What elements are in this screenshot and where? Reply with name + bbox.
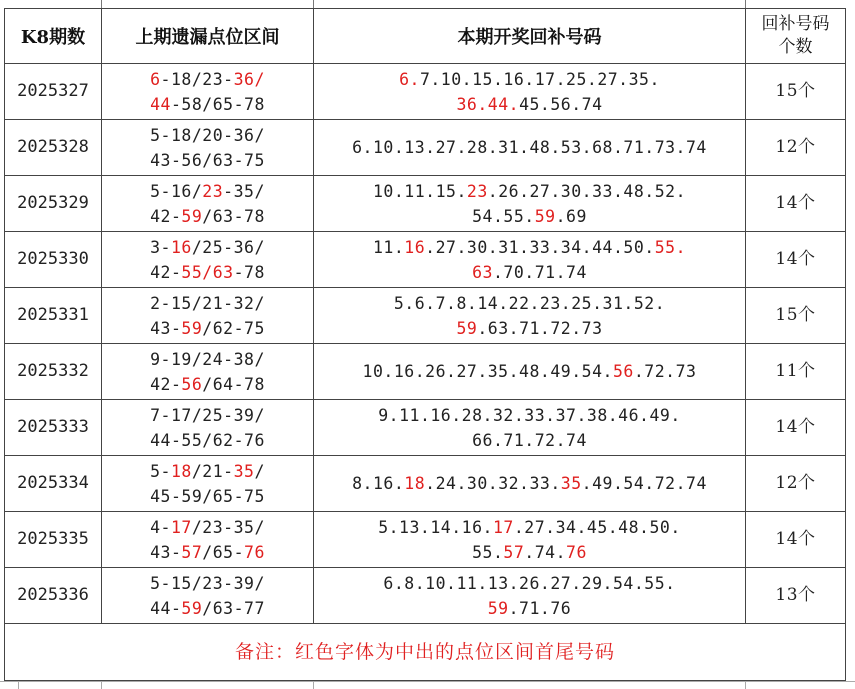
- number-text: 44-: [150, 598, 182, 618]
- number-text: 9.11.16.28.32.33.37.38.46.49.: [378, 405, 681, 425]
- number-text: 5-16/: [150, 181, 203, 201]
- header-count: [746, 9, 846, 64]
- number-text: -35/: [223, 181, 265, 201]
- numbers-line: [314, 596, 745, 621]
- highlighted-number: 76: [244, 542, 265, 562]
- highlighted-number: 36/: [233, 69, 265, 89]
- numbers-line: [314, 235, 745, 260]
- range-line: [102, 260, 313, 285]
- table-row: [5, 288, 846, 344]
- count-cell: 15个: [746, 64, 846, 120]
- period-cell: 2025329: [5, 176, 102, 232]
- number-text: -78: [233, 262, 265, 282]
- number-text: /64-78: [202, 374, 265, 394]
- highlighted-number: 44: [150, 94, 171, 114]
- highlighted-number: 18: [404, 474, 426, 493]
- count-cell: 15个: [746, 288, 846, 344]
- numbers-cell: [314, 344, 746, 400]
- number-text: 5.13.14.16.: [378, 517, 493, 537]
- table-body: [5, 64, 846, 624]
- number-text: 5-18/20-36/: [150, 125, 265, 145]
- number-text: 4-: [150, 517, 171, 537]
- period-cell: 2025333: [5, 400, 102, 456]
- highlighted-number: 63: [472, 262, 493, 282]
- number-text: 66.71.72.74: [472, 430, 587, 450]
- number-text: 6.8.10.11.13.26.27.29.54.55.: [383, 573, 676, 593]
- number-text: 5-: [150, 461, 171, 481]
- highlighted-number: 6.: [399, 69, 420, 89]
- top-gridline-strip: [0, 0, 855, 8]
- number-text: /62-75: [202, 318, 265, 338]
- period-cell: 2025331: [5, 288, 102, 344]
- number-text: .70.71.74: [492, 262, 587, 282]
- range-line: [102, 540, 313, 565]
- range-cell: [102, 64, 314, 120]
- highlighted-number: 57: [503, 542, 525, 562]
- highlighted-number: 59: [181, 598, 203, 618]
- number-text: .27.34.45.48.50.: [513, 517, 681, 537]
- range-line: [102, 291, 313, 316]
- number-text: -18/23-: [160, 69, 234, 89]
- number-text: /63-78: [202, 206, 265, 226]
- lottery-table: [4, 8, 846, 681]
- range-line: [102, 347, 313, 372]
- table-row: [5, 400, 846, 456]
- range-cell: [102, 176, 314, 232]
- highlighted-number: 59: [534, 206, 556, 226]
- numbers-cell: [314, 120, 746, 176]
- range-line: [102, 67, 313, 92]
- highlighted-number: 16: [404, 237, 426, 257]
- number-text: 11.: [372, 237, 405, 257]
- numbers-line: [314, 316, 745, 341]
- highlighted-number: 59: [456, 318, 478, 338]
- table-row: [5, 232, 846, 288]
- number-text: 55.: [472, 542, 504, 562]
- range-cell: [102, 288, 314, 344]
- range-line: [102, 459, 313, 484]
- highlighted-number: 76: [566, 542, 587, 562]
- highlighted-number: 55/63: [181, 262, 234, 282]
- highlighted-number: 16: [170, 237, 192, 257]
- number-text: .74.: [524, 542, 567, 562]
- range-cell: [102, 400, 314, 456]
- highlighted-number: 18: [170, 461, 192, 481]
- number-text: .26.27.30.33.48.52.: [487, 181, 687, 201]
- range-cell: [102, 512, 314, 568]
- numbers-line: [314, 359, 745, 384]
- period-cell: 2025328: [5, 120, 102, 176]
- count-cell: 12个: [746, 456, 846, 512]
- highlighted-number: 6: [150, 69, 161, 89]
- range-line: [102, 484, 313, 509]
- table-row: [5, 344, 846, 400]
- header-period: K8期数: [5, 9, 102, 64]
- numbers-cell: [314, 288, 746, 344]
- number-text: /65-: [202, 542, 245, 562]
- number-text: 8.16.: [352, 474, 405, 493]
- numbers-line: [314, 403, 745, 428]
- numbers-cell: [314, 568, 746, 624]
- number-text: .24.30.32.33.: [425, 474, 561, 493]
- number-text: 7.10.15.16.17.25.27.35.: [419, 69, 660, 89]
- number-text: .69: [555, 206, 587, 226]
- note-text: 备注：红色字体为中出的点位区间首尾号码: [5, 624, 846, 681]
- number-text: -58/65-78: [170, 94, 265, 114]
- header-numbers: 本期开奖回补号码: [314, 9, 746, 64]
- number-text: /25-36/: [191, 237, 265, 257]
- range-cell: [102, 232, 314, 288]
- range-cell: [102, 120, 314, 176]
- numbers-line: [314, 135, 745, 160]
- range-line: [102, 204, 313, 229]
- period-cell: 2025327: [5, 64, 102, 120]
- range-line: [102, 515, 313, 540]
- number-text: 9-19/24-38/: [150, 349, 265, 369]
- number-text: /63-77: [202, 598, 265, 618]
- range-line: [102, 571, 313, 596]
- period-cell: 2025335: [5, 512, 102, 568]
- number-text: 54.55.: [472, 206, 535, 226]
- number-text: 5-15/23-39/: [150, 573, 265, 593]
- number-text: 44-55/62-76: [150, 430, 265, 450]
- highlighted-number: 55.: [654, 237, 687, 257]
- range-line: [102, 403, 313, 428]
- header-count-line1: 回补号码: [761, 14, 830, 34]
- table-row: [5, 176, 846, 232]
- range-cell: [102, 456, 314, 512]
- number-text: 5.6.7.8.14.22.23.25.31.52.: [393, 293, 666, 313]
- period-cell: 2025334: [5, 456, 102, 512]
- note-row: [5, 624, 846, 681]
- range-line: [102, 596, 313, 621]
- count-cell: 13个: [746, 568, 846, 624]
- number-text: 10.11.15.: [372, 181, 467, 201]
- range-line: [102, 179, 313, 204]
- numbers-line: [314, 515, 745, 540]
- table-row: [5, 120, 846, 176]
- highlighted-number: 35: [560, 474, 582, 493]
- highlighted-number: 17: [492, 517, 514, 537]
- range-line: [102, 372, 313, 397]
- numbers-line: [314, 291, 745, 316]
- range-line: [102, 235, 313, 260]
- numbers-cell: [314, 64, 746, 120]
- header-row: [5, 9, 846, 64]
- numbers-line: [314, 67, 745, 92]
- numbers-line: [314, 179, 745, 204]
- number-text: 2-15/21-32/: [150, 293, 265, 313]
- number-text: .72.73: [633, 362, 697, 381]
- highlighted-number: 56: [181, 374, 203, 394]
- number-text: 7-17/25-39/: [150, 405, 265, 425]
- count-cell: 12个: [746, 120, 846, 176]
- table-row: [5, 512, 846, 568]
- numbers-cell: [314, 512, 746, 568]
- numbers-cell: [314, 400, 746, 456]
- highlighted-number: 36.44.: [456, 94, 520, 114]
- number-text: 42-: [150, 206, 182, 226]
- number-text: 3-: [150, 237, 171, 257]
- number-text: 45-59/65-75: [150, 486, 265, 506]
- numbers-cell: [314, 456, 746, 512]
- highlighted-number: 59: [487, 598, 509, 618]
- range-line: [102, 92, 313, 117]
- range-line: [102, 428, 313, 453]
- count-cell: 14个: [746, 232, 846, 288]
- range-line: [102, 148, 313, 173]
- number-text: .49.54.72.74: [581, 474, 707, 493]
- range-cell: [102, 568, 314, 624]
- range-line: [102, 123, 313, 148]
- period-cell: 2025336: [5, 568, 102, 624]
- number-text: 43-56/63-75: [150, 150, 265, 170]
- numbers-line: [314, 260, 745, 285]
- highlighted-number: 17: [170, 517, 192, 537]
- number-text: /23-35/: [191, 517, 265, 537]
- table-row: [5, 456, 846, 512]
- count-cell: 11个: [746, 344, 846, 400]
- count-cell: 14个: [746, 176, 846, 232]
- period-cell: 2025332: [5, 344, 102, 400]
- numbers-line: [314, 471, 745, 496]
- number-text: /: [254, 461, 265, 481]
- number-text: 10.16.26.27.35.48.49.54.: [362, 362, 613, 381]
- table-row: [5, 64, 846, 120]
- range-cell: [102, 344, 314, 400]
- highlighted-number: 56: [612, 362, 634, 381]
- number-text: 43-: [150, 542, 182, 562]
- header-count-line2: 个数: [778, 37, 813, 57]
- number-text: .27.30.31.33.34.44.50.: [425, 237, 655, 257]
- number-text: 45.56.74: [519, 94, 603, 114]
- highlighted-number: 35: [233, 461, 255, 481]
- highlighted-number: 59: [181, 206, 203, 226]
- count-cell: 14个: [746, 400, 846, 456]
- range-line: [102, 316, 313, 341]
- numbers-line: [314, 571, 745, 596]
- highlighted-number: 23: [202, 181, 224, 201]
- number-text: 6.10.13.27.28.31.48.53.68.71.73.74: [352, 138, 707, 157]
- numbers-line: [314, 92, 745, 117]
- number-text: .71.76: [508, 598, 572, 618]
- table-row: [5, 568, 846, 624]
- numbers-line: [314, 204, 745, 229]
- numbers-cell: [314, 176, 746, 232]
- count-cell: 14个: [746, 512, 846, 568]
- highlighted-number: 57: [181, 542, 203, 562]
- period-cell: 2025330: [5, 232, 102, 288]
- number-text: .63.71.72.73: [477, 318, 603, 338]
- header-range: 上期遗漏点位区间: [102, 9, 314, 64]
- number-text: /21-: [191, 461, 234, 481]
- highlighted-number: 59: [181, 318, 203, 338]
- number-text: 42-: [150, 262, 182, 282]
- number-text: 42-: [150, 374, 182, 394]
- numbers-line: [314, 540, 745, 565]
- highlighted-number: 23: [466, 181, 488, 201]
- number-text: 43-: [150, 318, 182, 338]
- numbers-cell: [314, 232, 746, 288]
- numbers-line: [314, 428, 745, 453]
